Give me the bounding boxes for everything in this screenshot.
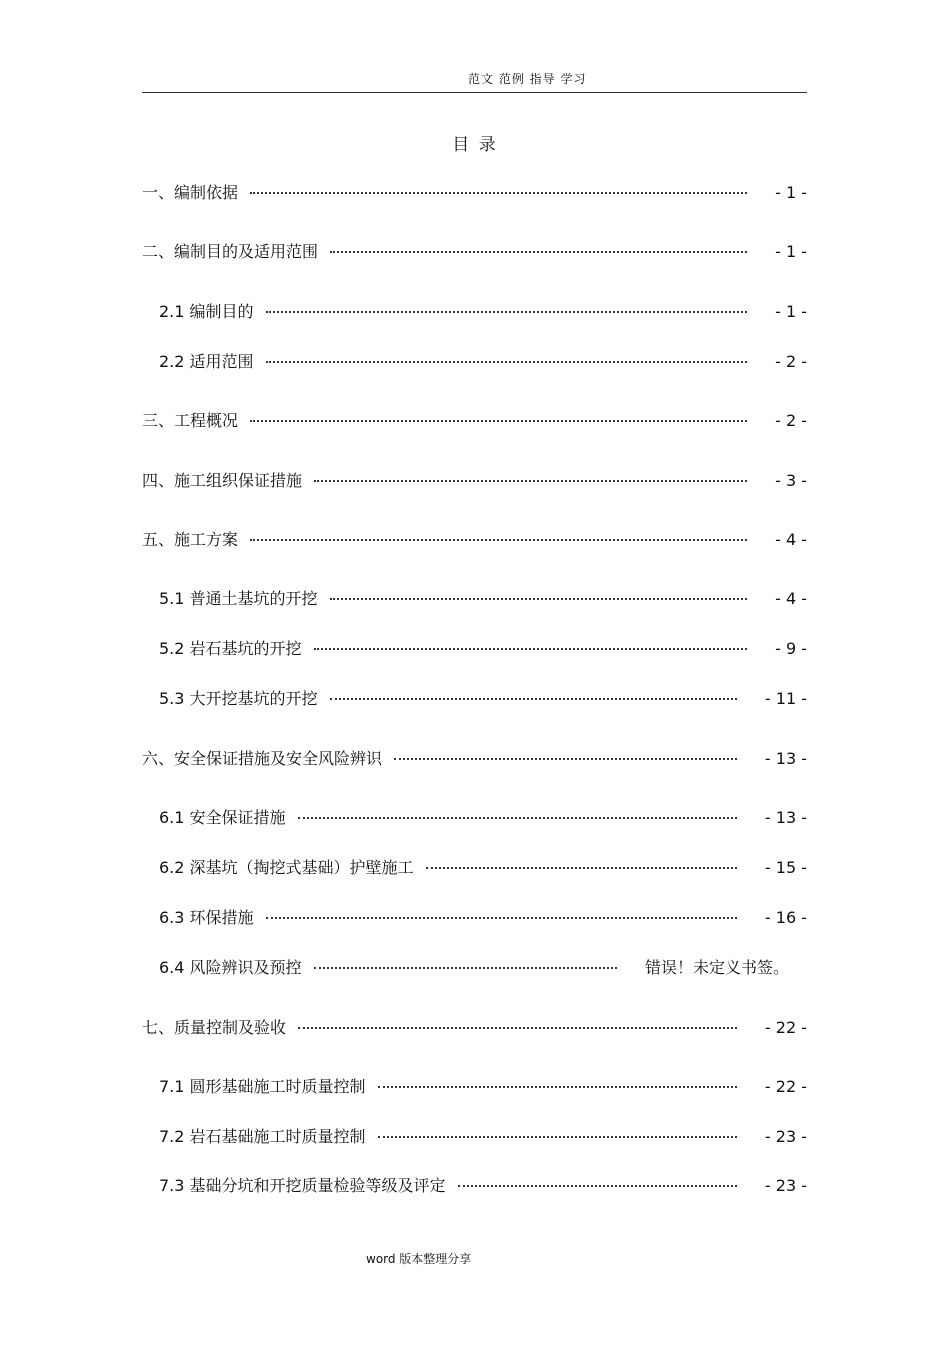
toc-entry-page: - 23 - <box>764 1176 807 1195</box>
toc-entry[interactable] <box>142 806 807 830</box>
header-text: 范文 范例 指导 学习 <box>468 72 587 86</box>
toc-entry-label: 7.3 基础分坑和开挖质量检验等级及评定 <box>159 1176 446 1195</box>
toc-entry[interactable] <box>142 637 807 661</box>
toc-entry-label: 7.1 圆形基础施工时质量控制 <box>159 1077 366 1096</box>
toc-entry-label: 5.3 大开挖基坑的开挖 <box>159 689 318 708</box>
toc-dot-leader <box>330 598 747 600</box>
toc-entry-label: 6.2 深基坑（掏挖式基础）护壁施工 <box>159 858 414 877</box>
page-header <box>142 70 807 93</box>
toc-entry[interactable] <box>142 350 807 374</box>
toc-dot-leader <box>330 251 747 253</box>
toc-entry[interactable] <box>142 1075 807 1099</box>
toc-entry-page: - 16 - <box>764 908 807 927</box>
toc-entry[interactable] <box>142 1174 807 1198</box>
toc-entry-page: - 13 - <box>764 808 807 827</box>
toc-entry[interactable] <box>142 906 807 930</box>
toc-entry-label: 2.2 适用范围 <box>159 352 254 371</box>
toc-entry-page: - 1 - <box>775 302 807 321</box>
toc-entry[interactable] <box>142 956 807 980</box>
toc-entry-label: 6.3 环保措施 <box>159 908 254 927</box>
toc-entry-page: - 1 - <box>775 183 807 202</box>
toc-dot-leader <box>266 311 747 313</box>
toc-dot-leader <box>426 867 737 869</box>
toc-entry-page: - 2 - <box>775 411 807 430</box>
toc-dot-leader <box>314 648 747 650</box>
toc-entry[interactable] <box>142 300 807 324</box>
toc-entry-label: 二、编制目的及适用范围 <box>142 242 319 261</box>
toc-entry-label: 七、质量控制及验收 <box>142 1018 287 1037</box>
toc-dot-leader <box>298 817 737 819</box>
toc-entry-label: 7.2 岩石基础施工时质量控制 <box>159 1127 366 1146</box>
toc-entry-page: - 2 - <box>775 352 807 371</box>
toc-entry-page: - 4 - <box>775 589 807 608</box>
toc-dot-leader <box>298 1027 737 1029</box>
page-footer: word 版本整理分享 <box>366 1252 472 1266</box>
toc-entry[interactable] <box>142 747 807 771</box>
toc-entry-label: 6.1 安全保证措施 <box>159 808 286 827</box>
toc-dot-leader <box>250 420 747 422</box>
toc-entry[interactable] <box>142 1016 807 1040</box>
toc-entry-page: - 4 - <box>775 530 807 549</box>
toc-entry-page: - 22 - <box>764 1077 807 1096</box>
toc-entry-label: 2.1 编制目的 <box>159 302 254 321</box>
toc-entry-page: - 15 - <box>764 858 807 877</box>
toc-dot-leader <box>314 967 617 969</box>
toc-entry-page: - 22 - <box>764 1018 807 1037</box>
toc-entry-label: 5.2 岩石基坑的开挖 <box>159 639 302 658</box>
toc-entry[interactable] <box>142 469 807 493</box>
toc-title: 目 录 <box>452 135 498 155</box>
toc-dot-leader <box>378 1086 737 1088</box>
toc-entry-label: 三、工程概况 <box>142 411 239 430</box>
toc-entry-page: - 1 - <box>775 242 807 261</box>
toc-dot-leader <box>458 1185 737 1187</box>
toc-entry[interactable] <box>142 240 807 264</box>
toc-entry-label: 四、施工组织保证措施 <box>142 471 303 490</box>
toc-entry-label: 六、安全保证措施及安全风险辨识 <box>142 749 383 768</box>
toc-dot-leader <box>266 917 737 919</box>
toc-entry[interactable] <box>142 687 807 711</box>
toc-dot-leader <box>394 758 737 760</box>
toc-dot-leader <box>378 1136 737 1138</box>
toc-entry[interactable] <box>142 587 807 611</box>
toc-entry-label: 一、编制依据 <box>142 183 239 202</box>
toc-entry[interactable] <box>142 1125 807 1149</box>
toc-entry-page: - 13 - <box>764 749 807 768</box>
toc-entry-page-error: 错误！未定义书签。 <box>644 958 789 977</box>
toc-entry[interactable] <box>142 181 807 205</box>
toc-entry-label: 6.4 风险辨识及预控 <box>159 958 302 977</box>
toc-dot-leader <box>266 361 747 363</box>
toc-dot-leader <box>250 192 747 194</box>
toc-dot-leader <box>250 539 747 541</box>
toc-entry[interactable] <box>142 528 807 552</box>
toc-entry-page: - 11 - <box>764 689 807 708</box>
toc-entry-page: - 23 - <box>764 1127 807 1146</box>
toc-entry-label: 5.1 普通土基坑的开挖 <box>159 589 318 608</box>
toc-entry[interactable] <box>142 409 807 433</box>
toc-entry-page: - 9 - <box>775 639 807 658</box>
toc-dot-leader <box>314 480 747 482</box>
toc-entry[interactable] <box>142 856 807 880</box>
toc-entry-page: - 3 - <box>775 471 807 490</box>
toc-entry-label: 五、施工方案 <box>142 530 239 549</box>
toc-dot-leader <box>330 698 737 700</box>
